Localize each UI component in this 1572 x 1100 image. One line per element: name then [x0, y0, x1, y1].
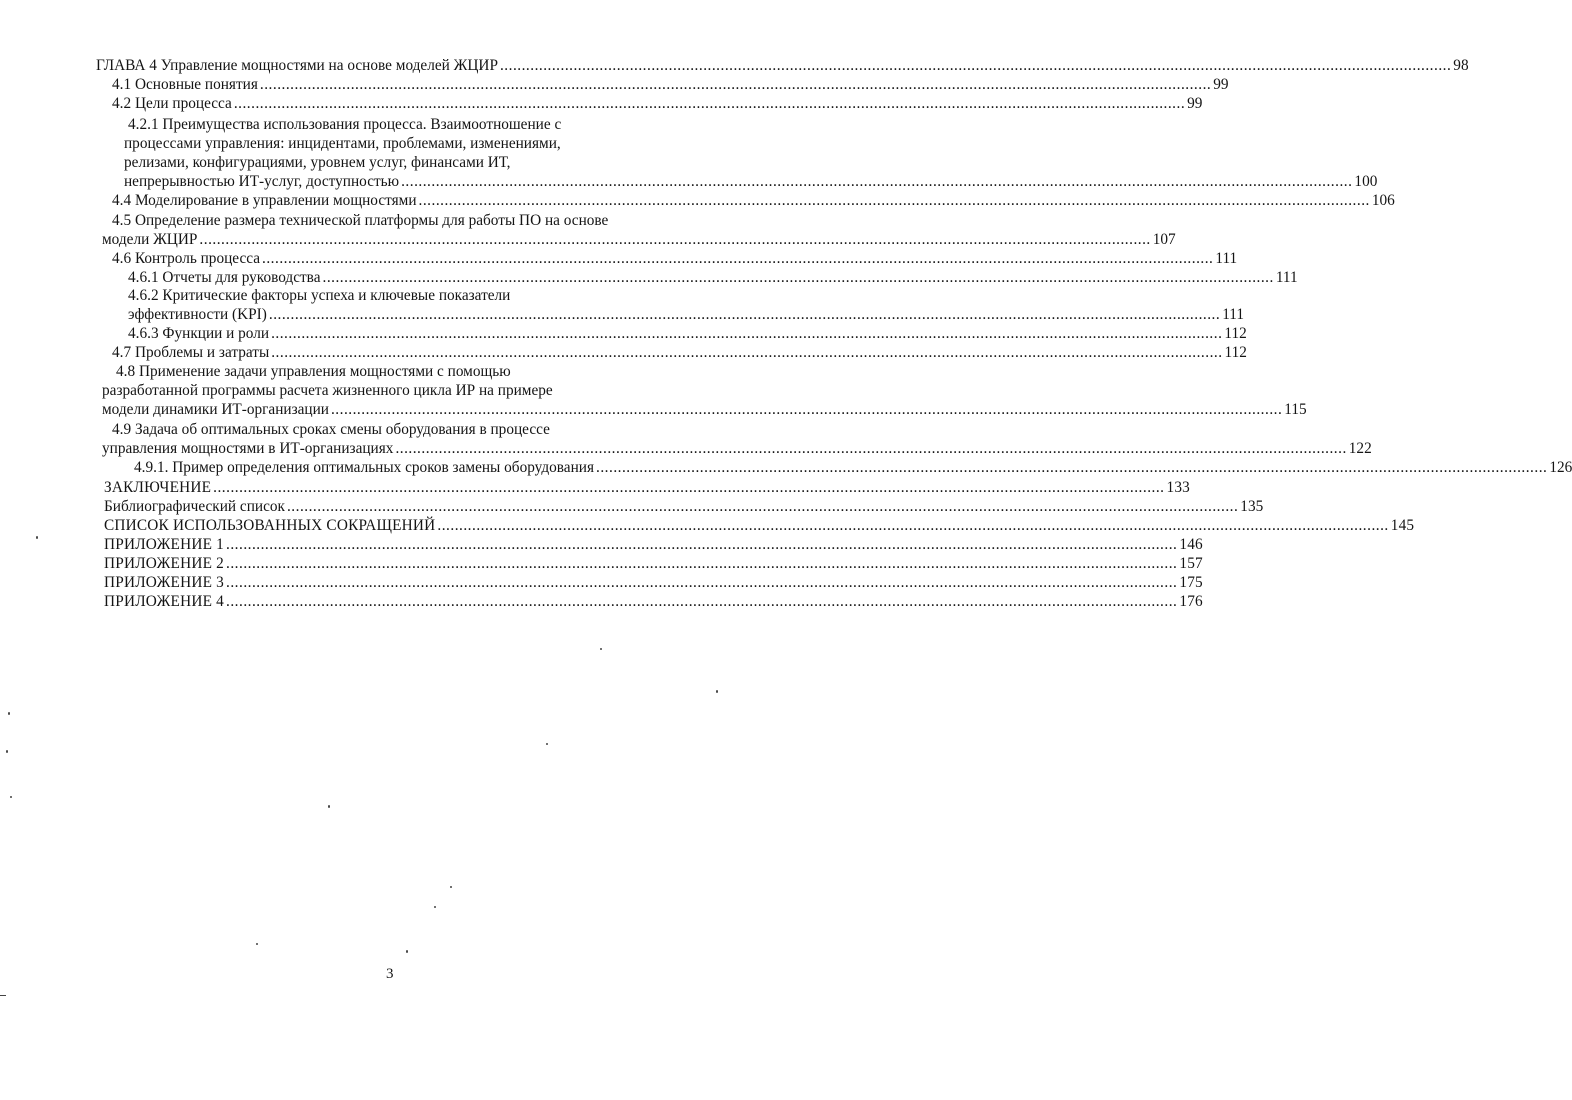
toc-entry-title: ПРИЛОЖЕНИЕ 2: [104, 555, 225, 572]
toc-page-number: 145: [1390, 517, 1415, 534]
toc-leader-dots: ............................................................................................................................................................................................................................: [226, 574, 1178, 591]
toc-entry-lastline: [128, 268, 1298, 287]
toc-page-number: 115: [1284, 401, 1307, 418]
toc-entry-line: разработанной программы расчета жизненного цикла ИР на примере: [102, 382, 553, 399]
toc-entry: [128, 268, 1298, 287]
toc-page-number: 100: [1354, 173, 1378, 190]
toc-page-number: 98: [1453, 57, 1469, 74]
scan-speck: [10, 796, 12, 798]
toc-leader-dots: ............................................................................................................................................................................................................................: [395, 440, 1347, 457]
toc-page-number: 176: [1179, 593, 1203, 610]
toc-entry-lastline: [102, 439, 1372, 458]
toc-page-number: 106: [1371, 192, 1395, 209]
toc-leader-dots: ............................................................................................................................................................................................................................: [226, 555, 1178, 572]
toc-entry-title: 4.4 Моделирование в управлении мощностями: [112, 192, 417, 209]
toc-page-number: 111: [1275, 269, 1298, 286]
toc-entry-title: 4.1 Основные понятия: [112, 76, 258, 93]
toc-entry-lastline: [112, 75, 1229, 94]
toc-page-number: 126: [1549, 459, 1572, 476]
toc-entry-line: 4.9 Задача об оптимальных сроках смены оборудования в процессе: [112, 421, 550, 438]
toc-entry: [96, 56, 1469, 75]
scan-speck: [36, 536, 38, 539]
toc-entry-title: Библиографический список: [104, 498, 285, 515]
toc-page-number: 99: [1213, 76, 1229, 93]
toc-entry-lastline: [104, 592, 1203, 611]
toc-leader-dots: ............................................................................................................................................................................................................................: [268, 306, 1221, 323]
toc-entry: [104, 478, 1191, 497]
toc-leader-dots: ............................................................................................................................................................................................................................: [199, 231, 1151, 248]
toc-entry-lastline: [134, 458, 1572, 477]
toc-page-number: 111: [1222, 306, 1245, 323]
toc-entry-lastline: [112, 343, 1247, 362]
toc-entry-lastline: [112, 191, 1395, 210]
toc-entry: [104, 554, 1203, 573]
toc-entry-lastline: [102, 230, 1176, 249]
toc-entry-title: ПРИЛОЖЕНИЕ 1: [104, 536, 225, 553]
scan-speck: [450, 886, 452, 888]
toc-entry: [128, 286, 1245, 324]
toc-entry-lastline: [102, 400, 1307, 419]
toc-entry-title: СПИСОК ИСПОЛЬЗОВАННЫХ СОКРАЩЕНИЙ: [104, 517, 436, 534]
toc-entry: [112, 249, 1238, 268]
toc-entry-lastline: [104, 535, 1203, 554]
toc-page-number: 112: [1224, 325, 1247, 342]
toc-leader-dots: ............................................................................................................................................................................................................................: [259, 76, 1212, 93]
toc-entry-line: релизами, конфигурациями, уровнем услуг, финансами ИТ,: [124, 154, 511, 171]
scan-speck: [406, 950, 408, 953]
toc-entry: [112, 191, 1395, 210]
toc-entry: [134, 458, 1572, 477]
toc-entry-title: ПРИЛОЖЕНИЕ 3: [104, 574, 225, 591]
toc-entry-title: 4.6 Контроль процесса: [112, 250, 261, 267]
scan-speck: [6, 750, 8, 753]
toc-entry-lastline: [104, 478, 1191, 497]
toc-page-number: 133: [1166, 479, 1191, 496]
toc-entry-line: 4.5 Определение размера технической платформы для работы ПО на основе: [112, 212, 609, 229]
toc-entry-lastline: [104, 516, 1415, 535]
toc-entry-lastline: [104, 497, 1264, 516]
toc-leader-dots: ............................................................................................................................................................................................................................: [271, 325, 1223, 342]
toc-entry-line: 4.8 Применение задачи управления мощностями с помощью: [116, 363, 511, 380]
toc-entry: [104, 573, 1203, 592]
toc-entry-lastline: [96, 56, 1469, 75]
scan-speck: [256, 943, 258, 945]
toc-entry: [102, 420, 1372, 458]
scan-speck: [600, 648, 602, 650]
toc-leader-dots: ............................................................................................................................................................................................................................: [286, 498, 1239, 515]
scan-speck: [546, 743, 548, 745]
toc-entry: [124, 115, 1378, 191]
scan-speck: [8, 712, 10, 715]
toc-entry-lastline: [128, 305, 1245, 324]
toc-entry-title: 4.6.3 Функции и роли: [128, 325, 270, 342]
toc-entry-title: 4.6.1 Отчеты для руководства: [128, 269, 321, 286]
toc-entry-lastline: [112, 94, 1203, 113]
toc-entry-title: ГЛАВА 4 Управление мощностями на основе моделей ЖЦИР: [96, 57, 498, 74]
toc-leader-dots: ............................................................................................................................................................................................................................: [322, 269, 1274, 286]
scan-speck: [328, 805, 330, 808]
toc-entry: [112, 75, 1229, 94]
scan-speck: [434, 906, 436, 908]
toc-page-number: 112: [1224, 344, 1247, 361]
toc-entry: [102, 211, 1176, 249]
toc-entry-title: эффективности (KPI): [128, 306, 267, 323]
toc-entry: [104, 535, 1203, 554]
toc-leader-dots: ............................................................................................................................................................................................................................: [226, 593, 1178, 610]
toc-entry-lastline: [128, 324, 1247, 343]
toc-leader-dots: ............................................................................................................................................................................................................................: [401, 173, 1353, 190]
toc-leader-dots: ............................................................................................................................................................................................................................: [596, 459, 1548, 476]
toc-entry-lastline: [112, 249, 1238, 268]
page-number: 3: [386, 966, 394, 982]
toc-page-number: 122: [1348, 440, 1372, 457]
toc-leader-dots: ............................................................................................................................................................................................................................: [330, 401, 1283, 418]
toc-page-number: 135: [1240, 498, 1264, 515]
toc-page-number: 107: [1152, 231, 1176, 248]
toc-leader-dots: ............................................................................................................................................................................................................................: [437, 517, 1389, 534]
toc-entry-lastline: [104, 573, 1203, 592]
toc-entry-line: процессами управления: инцидентами, проблемами, изменениями,: [124, 135, 561, 152]
toc-entry-title: 4.9.1. Пример определения оптимальных сроков замены оборудования: [134, 459, 595, 476]
toc-entry: [104, 497, 1264, 516]
toc-entry: [104, 516, 1415, 535]
toc-leader-dots: ............................................................................................................................................................................................................................: [226, 536, 1178, 553]
toc-entry-line: 4.2.1 Преимущества использования процесса. Взаимоотношение с: [128, 116, 562, 133]
toc-leader-dots: ............................................................................................................................................................................................................................: [499, 57, 1452, 74]
toc-page-number: 157: [1179, 555, 1203, 572]
toc-leader-dots: ............................................................................................................................................................................................................................: [233, 95, 1186, 112]
scan-speck: [716, 690, 718, 693]
toc-entry-title: 4.2 Цели процесса: [112, 95, 232, 112]
toc-page-number: 146: [1179, 536, 1203, 553]
toc-entry-title: модели ЖЦИР: [102, 231, 198, 248]
toc-leader-dots: ............................................................................................................................................................................................................................: [418, 192, 1370, 209]
toc-entry-lastline: [104, 554, 1203, 573]
toc-entry-title: 4.7 Проблемы и затраты: [112, 344, 270, 361]
toc-page-number: 99: [1187, 95, 1203, 112]
toc-page-number: 111: [1215, 250, 1238, 267]
toc-entry-title: управления мощностями в ИТ-организациях: [102, 440, 394, 457]
toc-entry-title: ПРИЛОЖЕНИЕ 4: [104, 593, 225, 610]
toc-leader-dots: ............................................................................................................................................................................................................................: [271, 344, 1223, 361]
toc-entry: [128, 324, 1247, 343]
toc-entry-line: 4.6.2 Критические факторы успеха и ключевые показатели: [128, 287, 511, 304]
toc-entry: [104, 592, 1203, 611]
toc-entry-title: модели динамики ИТ-организации: [102, 401, 329, 418]
toc-entry: [102, 362, 1307, 419]
toc-entry-title: непрерывностью ИТ-услуг, доступностью: [124, 173, 400, 190]
toc-entry-title: ЗАКЛЮЧЕНИЕ: [104, 479, 212, 496]
toc-leader-dots: ............................................................................................................................................................................................................................: [262, 250, 1214, 267]
toc-entry: [112, 94, 1203, 113]
toc-entry: [112, 343, 1247, 362]
toc-leader-dots: ............................................................................................................................................................................................................................: [213, 479, 1165, 496]
toc-page-number: 175: [1179, 574, 1203, 591]
toc-entry-lastline: [124, 172, 1378, 191]
scan-speck: [0, 995, 6, 996]
